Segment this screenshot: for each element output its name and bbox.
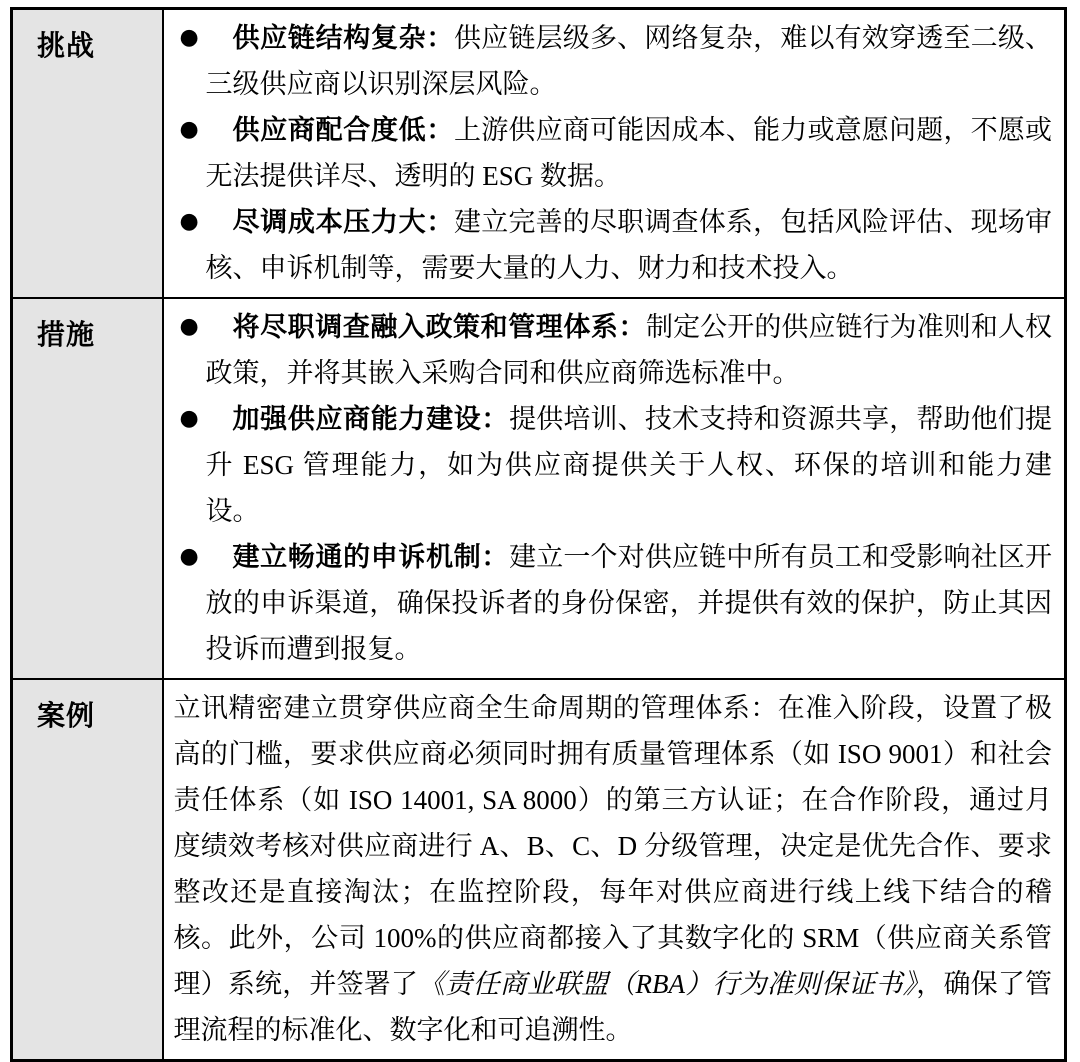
case-book-title: 《责任商业联盟（RBA）行为准则保证书》 xyxy=(418,969,917,999)
esg-supply-chain-table xyxy=(10,7,1067,1062)
bullet-item xyxy=(164,304,1053,396)
case-paragraph xyxy=(164,685,1055,1053)
bullet-text: 供应链层级多、网络复杂，难以有效穿透至二级、三级供应商以识别深层风险。 xyxy=(205,23,1053,99)
bullet-lead: 供应商配合度低： xyxy=(232,115,455,145)
table-row-measures xyxy=(12,298,1066,679)
bullet-icon: ● xyxy=(179,314,199,339)
bullet-item xyxy=(164,15,1053,107)
bullet-text: 提供培训、技术支持和资源共享，帮助他们提升 ESG 管理能力，如为供应商提供关于人权、环保的培训和能力建设。 xyxy=(205,404,1053,526)
row-label-case: 案例 xyxy=(12,679,163,1061)
case-text-after: ，确保了管理流程的标准化、数字化和可追溯性。 xyxy=(173,969,1053,1045)
bullet-text: 建立一个对供应链中所有员工和受影响社区开放的申诉渠道，确保投诉者的身份保密，并提供有效的保护，防止其因投诉而遭到报复。 xyxy=(205,542,1053,664)
bullet-text: 上游供应商可能因成本、能力或意愿问题，不愿或无法提供详尽、透明的 ESG 数据。 xyxy=(205,115,1053,191)
bullet-lead: 将尽职调查融入政策和管理体系： xyxy=(232,312,647,342)
table-row-case xyxy=(12,679,1066,1061)
document-page xyxy=(10,7,1067,1062)
bullet-icon: ● xyxy=(179,209,199,234)
table-row-challenges xyxy=(12,9,1066,299)
bullet-lead: 尽调成本压力大： xyxy=(232,207,455,237)
bullet-lead: 加强供应商能力建设： xyxy=(232,404,510,434)
bullet-lead: 供应链结构复杂： xyxy=(232,23,455,53)
bullet-lead: 建立畅通的申诉机制： xyxy=(232,542,510,572)
bullet-item xyxy=(164,534,1053,672)
row-content-challenges xyxy=(163,9,1066,299)
case-text-before: 立讯精密建立贯穿供应商全生命周期的管理体系：在准入阶段，设置了极高的门槛，要求供应商必须同时拥有质量管理体系（如 ISO 9001）和社会责任体系（如 ISO 14001, SA 8000）的第三方认证；在合作阶段，通过月度绩效考核对供应商进行 A、B、C、D 分级管理，决定是优先合作、要求整改还是直接淘汰；在监控阶段，每年对供应商进行线上线下结合的稽核。此外，公司 100%的供应商都接入了其数字化的 SRM（供应商关系管理）系统，并签署了 xyxy=(173,693,1052,999)
bullet-icon: ● xyxy=(179,117,199,142)
row-content-measures xyxy=(163,298,1066,679)
row-label-measures: 措施 xyxy=(12,298,163,679)
bullet-item xyxy=(164,396,1053,534)
bullet-icon: ● xyxy=(179,25,199,50)
bullet-text: 制定公开的供应链行为准则和人权政策，并将其嵌入采购合同和供应商筛选标准中。 xyxy=(205,312,1053,388)
row-content-case xyxy=(163,679,1066,1061)
bullet-text: 建立完善的尽职调查体系，包括风险评估、现场审核、申诉机制等，需要大量的人力、财力和技术投入。 xyxy=(205,207,1053,283)
bullet-icon: ● xyxy=(179,406,199,431)
row-label-challenges: 挑战 xyxy=(12,9,163,299)
bullet-item xyxy=(164,107,1053,199)
bullet-icon: ● xyxy=(179,544,199,569)
bullet-item xyxy=(164,199,1053,291)
